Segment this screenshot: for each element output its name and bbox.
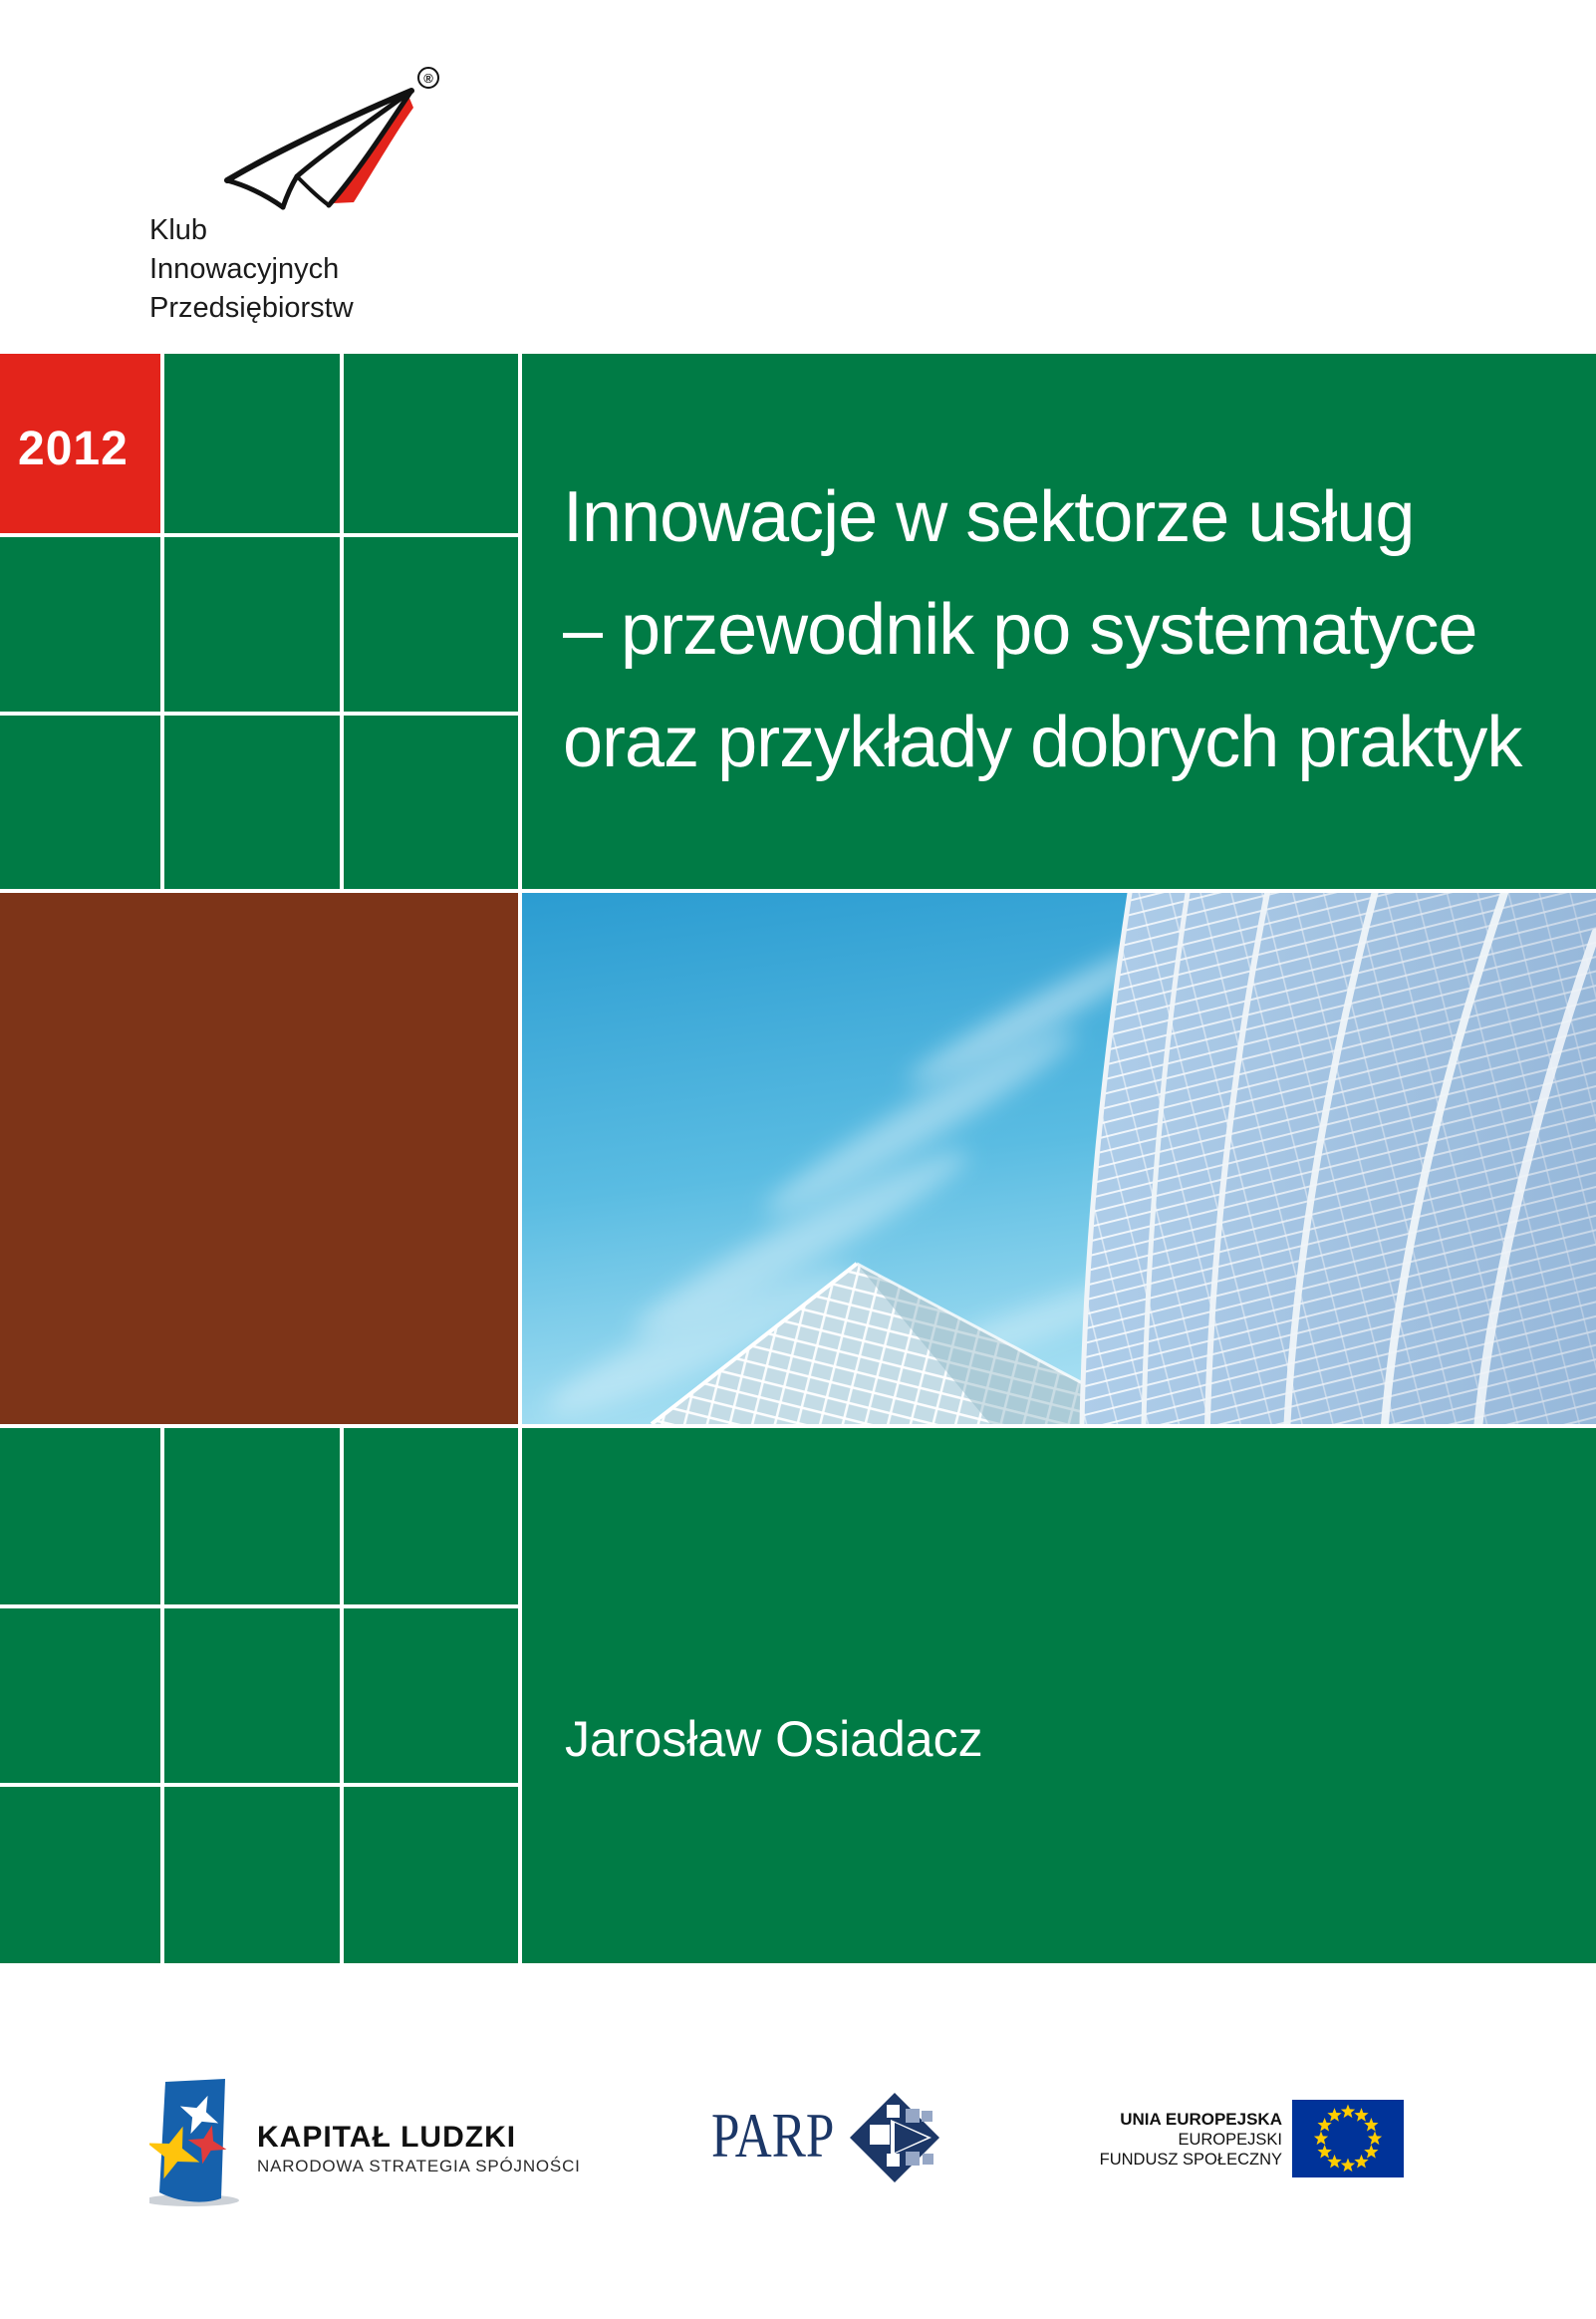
grid-cell [164, 354, 340, 533]
publisher-line: Przedsiębiorstw [149, 292, 354, 324]
year-badge: 2012 [18, 423, 129, 475]
book-title-line-1: Innowacje w sektorze usług [563, 477, 1415, 557]
svg-text:®: ® [423, 71, 433, 86]
eu-logo [1056, 2100, 1415, 2189]
registered-mark [418, 68, 438, 88]
author-name: Jarosław Osiadacz [565, 1711, 983, 1767]
book-title [563, 461, 1521, 799]
grid-cell [344, 1608, 518, 1783]
skyscraper-photo [522, 893, 1596, 1424]
eu-text-line-3: FUNDUSZ SPOŁECZNY [1099, 2151, 1282, 2169]
eu-text-line-1: UNIA EUROPEJSKA [1120, 2110, 1282, 2129]
grid-cell [0, 716, 160, 889]
grid-cell [164, 537, 340, 712]
parp-logo [709, 2093, 948, 2187]
grid-cell [164, 716, 340, 889]
brown-block [0, 893, 518, 1424]
paper-plane-icon [207, 56, 446, 220]
grid-cell [164, 1787, 340, 1963]
publisher-line: Innowacyjnych [149, 253, 340, 285]
publisher-name [149, 211, 354, 328]
grid-cell [344, 716, 518, 889]
book-title-line-3: oraz przykłady dobrych praktyk [563, 703, 1522, 782]
kapital-ludzki-logo [149, 2079, 581, 2213]
year-cell [0, 354, 160, 533]
glass-tower [1082, 893, 1596, 1424]
grid-cell [0, 537, 160, 712]
parp-wordmark: PARP [711, 2100, 835, 2171]
kl-flag-icon [149, 2079, 249, 2213]
grid-cell [344, 1428, 518, 1604]
publisher-line: Klub [149, 214, 208, 246]
book-title-line-2: – przewodnik po systematyce [563, 590, 1477, 670]
grid-cell [0, 1428, 160, 1604]
eu-text-line-2: EUROPEJSKI [1178, 2131, 1282, 2149]
grid-cell [344, 354, 518, 533]
grid-cell [164, 1428, 340, 1604]
grid-cell [344, 1787, 518, 1963]
kl-subtitle: NARODOWA STRATEGIA SPÓJNOŚCI [257, 2157, 581, 2175]
grid-cell [164, 1608, 340, 1783]
parp-diamond-icon [850, 2093, 939, 2182]
eu-text [1056, 2110, 1282, 2170]
author-panel [522, 1428, 1596, 1963]
eu-flag-icon [1292, 2100, 1404, 2177]
grid-cell [0, 1608, 160, 1783]
grid-cell [344, 537, 518, 712]
kl-title: KAPITAŁ LUDZKI [257, 2121, 517, 2154]
grid-cell [0, 1787, 160, 1963]
title-panel [522, 354, 1596, 889]
